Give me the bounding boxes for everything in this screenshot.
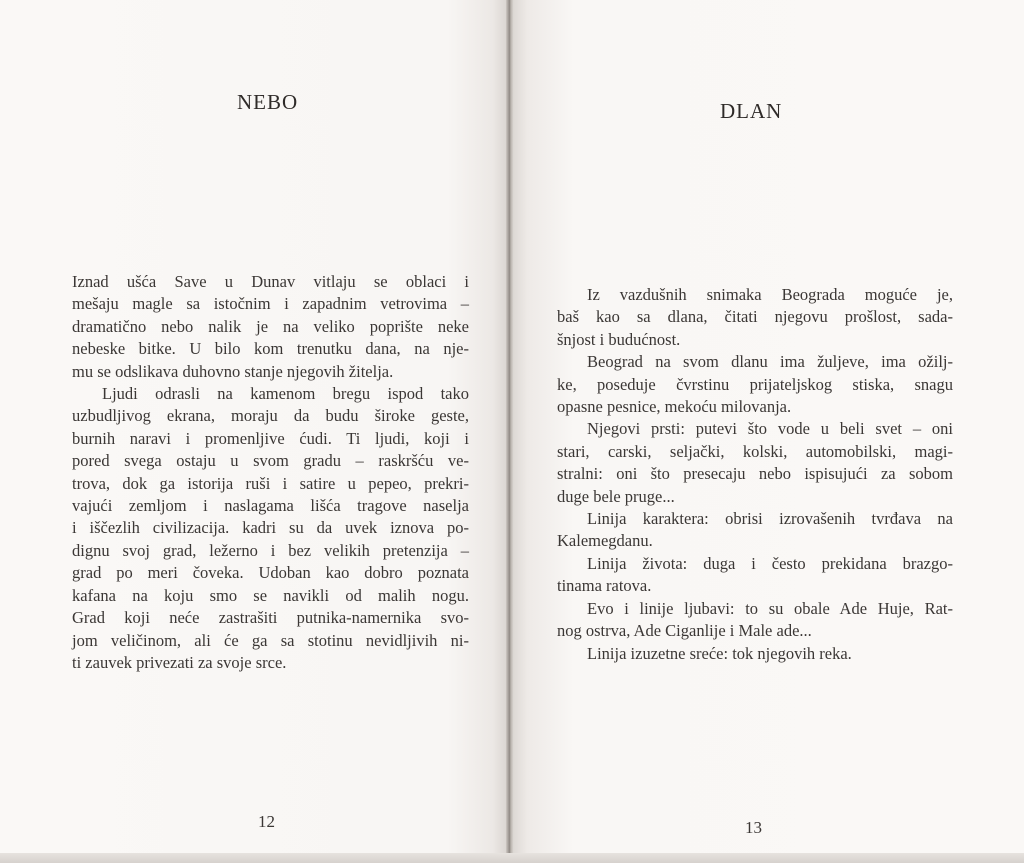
text-line: trova, dok ga istorija ruši i satire u pepeo, prekri- xyxy=(72,473,469,493)
page-bottom-edge xyxy=(0,853,1024,863)
text-line: Njegovi prsti: putevi što vode u beli svet – oni xyxy=(587,419,953,439)
text-line: kafana na koju smo se navikli od malih nogu. xyxy=(72,585,469,605)
text-line: uzbudljivog ekrana, moraju da budu široke geste, xyxy=(72,406,469,426)
text-line: nebeske bitke. U bilo kom trenutku dana, na nje- xyxy=(72,339,469,359)
text-line: jom veličinom, ali će ga sa stotinu nevidljivih ni- xyxy=(72,630,469,650)
text-line: tinama ratova. xyxy=(557,576,652,596)
text-line: Grad koji neće zastrašiti putnika-namernika svo- xyxy=(72,608,469,628)
text-line: i iščezlih civilizacija. kadri su da uvek iznova po- xyxy=(72,518,469,538)
text-line: Beograd na svom dlanu ima žuljeve, ima ožilj- xyxy=(587,352,953,372)
text-line: burnih naravi i promenljive ćudi. Ti ljudi, koji i xyxy=(72,428,469,448)
text-line: ke, poseduje čvrstinu prijateljskog stiska, snagu xyxy=(557,374,953,394)
text-line: Kalemegdanu. xyxy=(557,531,653,551)
text-line: Linija izuzetne sreće: tok njegovih reka. xyxy=(587,643,852,663)
text-line: stralni: oni što presecaju nebo ispisujući za sobom xyxy=(557,464,953,484)
text-line: grad po meri čoveka. Udoban kao dobro poznata xyxy=(72,563,469,583)
text-line: Evo i linije ljubavi: to su obale Ade Huje, Rat- xyxy=(587,598,953,618)
text-line: Ljudi odrasli na kamenom bregu ispod tako xyxy=(102,384,469,404)
left-page-body xyxy=(72,271,469,674)
text-line: Linija karaktera: obrisi izrovašenih tvrđava na xyxy=(587,509,953,529)
text-line: mu se odslikava duhovno stanje njegovih žitelja. xyxy=(72,361,394,381)
book-gutter xyxy=(506,0,514,855)
text-line: opasne pesnice, mekoću milovanja. xyxy=(557,397,792,417)
text-line: ti zauvek privezati za svoje srce. xyxy=(72,652,287,672)
text-line: baš kao sa dlana, čitati njegovu prošlost, sada- xyxy=(557,307,953,327)
text-line: nog ostrva, Ade Ciganlije i Male ade... xyxy=(557,621,812,641)
text-line: Iznad ušća Save u Dunav vitlaju se oblaci i xyxy=(72,272,469,291)
text-line: mešaju magle sa istočnim i zapadnim vetrovima – xyxy=(72,294,469,314)
left-page-number: 12 xyxy=(258,812,275,831)
text-line: šnjost i budućnost. xyxy=(557,329,681,349)
text-line: stari, carski, seljački, kolski, automobilski, magi- xyxy=(557,441,953,461)
text-line: dramatično nebo nalik je na veliko poprište neke xyxy=(72,316,469,336)
left-page xyxy=(0,0,508,855)
text-line: duge bele pruge... xyxy=(557,486,675,506)
left-page-title: NEBO xyxy=(237,90,299,114)
right-page-body xyxy=(557,284,953,665)
text-line: dignu svoj grad, ležerno i bez velikih pretenzija – xyxy=(72,540,469,560)
text-line: Linija života: duga i često prekidana brazgo- xyxy=(587,553,953,573)
text-line: vajući zemljom i naslagama lišća tragove naselja xyxy=(72,496,469,516)
text-line: pored svega ostaju u svom gradu – raskršću ve- xyxy=(72,451,469,471)
text-line: Iz vazdušnih snimaka Beograda moguće je, xyxy=(587,285,953,304)
right-page-title: DLAN xyxy=(720,99,783,123)
right-page-number: 13 xyxy=(745,818,762,837)
